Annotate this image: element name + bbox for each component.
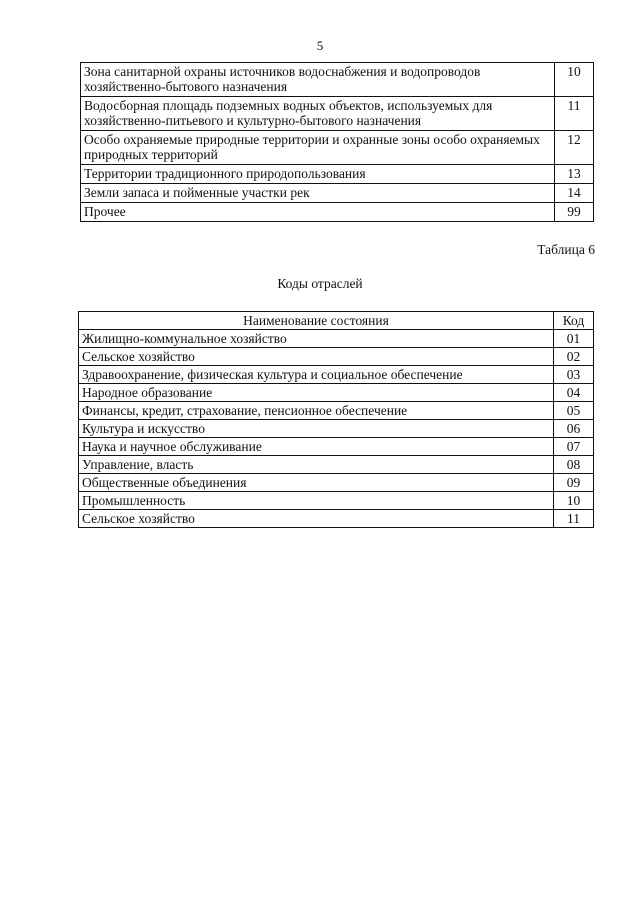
table-row (81, 97, 594, 131)
table-title: Коды отраслей (277, 276, 363, 291)
row-name: Сельское хозяйство (79, 510, 554, 528)
row-name: Наука и научное обслуживание (79, 438, 554, 456)
row-code: 12 (555, 131, 594, 165)
row-code: 05 (554, 402, 594, 420)
header-name: Наименование состояния (79, 312, 554, 330)
table-row (81, 165, 594, 184)
row-code: 14 (555, 184, 594, 203)
header-code: Код (554, 312, 594, 330)
row-name: Общественные объединения (79, 474, 554, 492)
row-name: Зона санитарной охраны источников водоснабжения и водопроводов хозяйственно-бытового назначения (81, 63, 555, 97)
table-row (79, 348, 594, 366)
row-name: Жилищно-коммунальное хозяйство (79, 330, 554, 348)
sector-codes-table (78, 311, 594, 528)
table-row (79, 438, 594, 456)
row-name: Финансы, кредит, страхование, пенсионное обеспечение (79, 402, 554, 420)
table-row (81, 184, 594, 203)
table-row (79, 402, 594, 420)
row-code: 10 (555, 63, 594, 97)
table-row (79, 510, 594, 528)
row-code: 04 (554, 384, 594, 402)
table-row (79, 456, 594, 474)
row-code: 02 (554, 348, 594, 366)
row-name: Водосборная площадь подземных водных объектов, используемых для хозяйственно-питьевого и культурно-бытового назначения (81, 97, 555, 131)
page-number: 5 (316, 38, 324, 53)
table-row (79, 330, 594, 348)
row-code: 07 (554, 438, 594, 456)
row-code: 10 (554, 492, 594, 510)
row-name: Здравоохранение, физическая культура и социальное обеспечение (79, 366, 554, 384)
row-code: 01 (554, 330, 594, 348)
table-row (81, 131, 594, 165)
row-code: 11 (555, 97, 594, 131)
table-row (79, 474, 594, 492)
row-name: Территории традиционного природопользования (81, 165, 555, 184)
row-code: 09 (554, 474, 594, 492)
row-code: 06 (554, 420, 594, 438)
table-row (79, 366, 594, 384)
land-zones-table (80, 62, 594, 222)
row-name: Управление, власть (79, 456, 554, 474)
table-row (81, 203, 594, 222)
row-name: Народное образование (79, 384, 554, 402)
row-name: Промышленность (79, 492, 554, 510)
row-name: Культура и искусство (79, 420, 554, 438)
table-header-row (79, 312, 594, 330)
row-name: Сельское хозяйство (79, 348, 554, 366)
row-name: Особо охраняемые природные территории и охранные зоны особо охраняемых природных территорий (81, 131, 555, 165)
row-name: Прочее (81, 203, 555, 222)
row-name: Земли запаса и пойменные участки рек (81, 184, 555, 203)
row-code: 99 (555, 203, 594, 222)
table-row (79, 384, 594, 402)
row-code: 03 (554, 366, 594, 384)
row-code: 08 (554, 456, 594, 474)
table-row (79, 492, 594, 510)
table-row (79, 420, 594, 438)
table-caption: Таблица 6 (537, 242, 595, 257)
table-row (81, 63, 594, 97)
row-code: 13 (555, 165, 594, 184)
row-code: 11 (554, 510, 594, 528)
